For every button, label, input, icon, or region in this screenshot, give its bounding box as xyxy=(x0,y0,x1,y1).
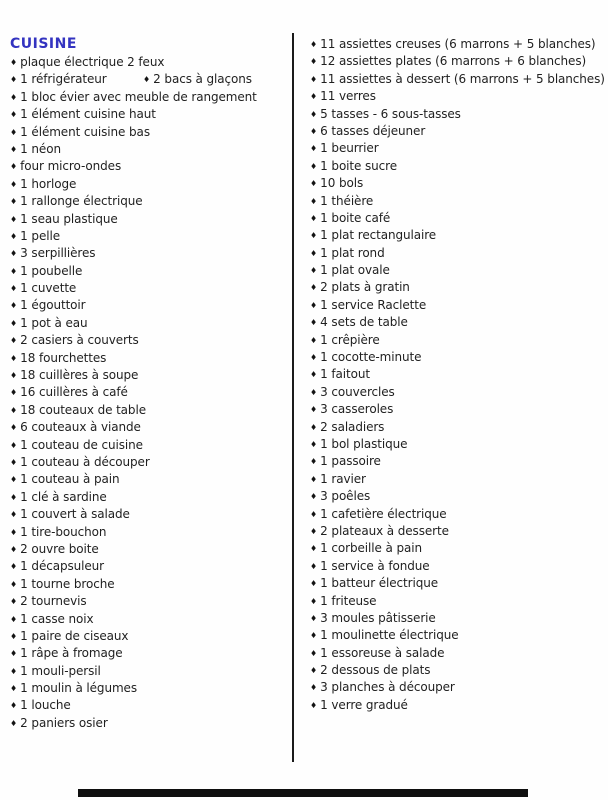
bullet-icon: ♦ xyxy=(10,197,18,207)
item-text: 3 couvercles xyxy=(320,384,395,399)
bullet-icon: ♦ xyxy=(310,596,318,606)
bullet-icon: ♦ xyxy=(10,336,18,346)
bullet-icon: ♦ xyxy=(10,388,18,398)
bullet-icon: ♦ xyxy=(10,666,18,676)
bullet-icon: ♦ xyxy=(310,266,318,276)
bullet-icon: ♦ xyxy=(10,649,18,659)
item-text: four micro-ondes xyxy=(20,159,122,174)
list-item xyxy=(310,175,606,192)
list-item xyxy=(10,471,290,488)
bullet-icon: ♦ xyxy=(310,57,318,67)
item-text: 2 bacs à glaçons xyxy=(153,72,252,87)
bullet-icon: ♦ xyxy=(10,457,18,467)
item-text: 1 couteau à découper xyxy=(20,454,150,469)
item-text: 1 cafetière électrique xyxy=(320,506,447,521)
list-item xyxy=(310,593,606,610)
bullet-icon: ♦ xyxy=(310,700,318,710)
item-text: 18 fourchettes xyxy=(20,350,107,365)
list-item xyxy=(310,158,606,175)
list-item xyxy=(10,628,290,645)
page-title: CUISINE xyxy=(10,36,77,52)
list-item xyxy=(10,680,290,697)
list-item xyxy=(310,697,606,714)
item-text: 1 boite café xyxy=(320,210,391,225)
left-column xyxy=(10,54,290,732)
list-item xyxy=(10,124,290,141)
item-text: 3 serpillières xyxy=(20,246,96,261)
right-column xyxy=(310,36,606,714)
item-text: 2 tournevis xyxy=(20,594,87,609)
item-text: 11 verres xyxy=(320,89,376,104)
scan-artifact-bar xyxy=(78,789,528,797)
bullet-icon: ♦ xyxy=(310,561,318,571)
bullet-icon: ♦ xyxy=(10,527,18,537)
list-item xyxy=(10,367,290,384)
bullet-icon: ♦ xyxy=(10,371,18,381)
item-text: 1 paire de ciseaux xyxy=(20,628,129,643)
list-item xyxy=(310,575,606,592)
list-item xyxy=(10,263,290,280)
list-item xyxy=(10,506,290,523)
item-text: 1 bloc évier avec meuble de rangement xyxy=(20,89,257,104)
bullet-icon: ♦ xyxy=(310,579,318,589)
item-text: 1 égouttoir xyxy=(20,298,86,313)
bullet-icon: ♦ xyxy=(310,544,318,554)
item-text: 1 horloge xyxy=(20,176,77,191)
list-item xyxy=(10,193,290,210)
list-item xyxy=(310,627,606,644)
bullet-icon: ♦ xyxy=(10,614,18,624)
list-item xyxy=(310,401,606,418)
list-item xyxy=(10,280,290,297)
item-text: 1 moulinette électrique xyxy=(320,628,459,643)
item-text: 1 réfrigérateur xyxy=(20,72,107,87)
item-text: 1 essoreuse à salade xyxy=(320,645,445,660)
item-text: 5 tasses - 6 sous-tasses xyxy=(320,106,461,121)
item-text: 1 tourne broche xyxy=(20,576,115,591)
bullet-icon: ♦ xyxy=(310,318,318,328)
bullet-icon: ♦ xyxy=(10,266,18,276)
item-text: 1 beurrier xyxy=(320,141,379,156)
list-item xyxy=(10,437,290,454)
list-item xyxy=(310,679,606,696)
item-text: 1 friteuse xyxy=(320,593,377,608)
bullet-icon: ♦ xyxy=(310,631,318,641)
item-text: 1 pot à eau xyxy=(20,315,88,330)
item-text: 2 casiers à couverts xyxy=(20,333,139,348)
list-item xyxy=(310,140,606,157)
bullet-icon: ♦ xyxy=(10,301,18,311)
item-text: 1 mouli-persil xyxy=(20,663,101,678)
bullet-icon: ♦ xyxy=(310,457,318,467)
bullet-icon: ♦ xyxy=(10,684,18,694)
item-text: 1 crêpière xyxy=(320,332,380,347)
item-text: 11 assiettes à dessert (6 marrons + 5 blanches) xyxy=(320,71,605,86)
item-text: 3 planches à découper xyxy=(320,680,455,695)
list-item xyxy=(310,36,606,53)
item-text: 18 couteaux de table xyxy=(20,402,146,417)
list-item xyxy=(10,524,290,541)
list-item xyxy=(10,54,290,71)
bullet-icon: ♦ xyxy=(10,562,18,572)
bullet-icon: ♦ xyxy=(10,405,18,415)
list-item xyxy=(10,106,290,123)
item-text: 1 service à fondue xyxy=(320,558,430,573)
list-item xyxy=(310,645,606,662)
list-item xyxy=(10,645,290,662)
list-item xyxy=(310,332,606,349)
item-text: 6 tasses déjeuner xyxy=(320,123,426,138)
bullet-icon: ♦ xyxy=(310,248,318,258)
item-text: 1 plat ovale xyxy=(320,263,390,278)
bullet-icon: ♦ xyxy=(310,126,318,136)
bullet-icon: ♦ xyxy=(310,370,318,380)
list-item xyxy=(10,715,290,732)
list-item xyxy=(10,611,290,628)
bullet-icon: ♦ xyxy=(10,58,18,67)
bullet-icon: ♦ xyxy=(310,335,318,345)
bullet-icon: ♦ xyxy=(10,144,18,154)
list-item xyxy=(310,384,606,401)
list-item xyxy=(10,541,290,558)
bullet-icon: ♦ xyxy=(10,179,18,189)
list-item xyxy=(310,419,606,436)
bullet-icon: ♦ xyxy=(10,162,18,172)
bullet-icon: ♦ xyxy=(10,510,18,520)
item-text: 1 couvert à salade xyxy=(20,507,130,522)
item-text: 2 plats à gratin xyxy=(320,280,410,295)
item-text: 1 rallonge électrique xyxy=(20,194,143,209)
list-item xyxy=(310,210,606,227)
bullet-icon: ♦ xyxy=(310,196,318,206)
list-item xyxy=(310,540,606,557)
list-item xyxy=(10,332,290,349)
list-item xyxy=(310,558,606,575)
item-text: 1 élément cuisine haut xyxy=(20,107,156,122)
bullet-icon: ♦ xyxy=(143,75,151,85)
bullet-icon: ♦ xyxy=(310,422,318,432)
list-item xyxy=(310,471,606,488)
item-text: 3 poêles xyxy=(320,489,371,504)
item-text: 2 plateaux à desserte xyxy=(320,523,449,538)
item-text: 3 casseroles xyxy=(320,402,394,417)
item-text: 1 décapsuleur xyxy=(20,559,105,574)
bullet-icon: ♦ xyxy=(310,92,318,102)
list-item xyxy=(310,488,606,505)
list-item xyxy=(310,314,606,331)
item-text: 1 moulin à légumes xyxy=(20,681,137,696)
bullet-icon: ♦ xyxy=(10,92,18,102)
list-item xyxy=(310,106,606,123)
list-item xyxy=(10,489,290,506)
bullet-icon: ♦ xyxy=(10,127,18,137)
bullet-icon: ♦ xyxy=(10,214,18,224)
bullet-icon: ♦ xyxy=(310,179,318,189)
bullet-icon: ♦ xyxy=(10,110,18,120)
list-item xyxy=(10,454,290,471)
item-text: 4 sets de table xyxy=(320,315,408,330)
bullet-icon: ♦ xyxy=(10,492,18,502)
item-text: 1 pelle xyxy=(20,228,60,243)
bullet-icon: ♦ xyxy=(310,161,318,171)
bullet-icon: ♦ xyxy=(310,300,318,310)
item-text: 1 couteau de cuisine xyxy=(20,437,143,452)
list-item xyxy=(310,88,606,105)
item-text: 1 seau plastique xyxy=(20,211,118,226)
bullet-icon: ♦ xyxy=(10,597,18,607)
bullet-icon: ♦ xyxy=(10,423,18,433)
item-text: 12 assiettes plates (6 marrons + 6 blanches) xyxy=(320,54,587,69)
bullet-icon: ♦ xyxy=(10,284,18,294)
item-text: 1 cuvette xyxy=(20,281,77,296)
list-item xyxy=(10,297,290,314)
list-item xyxy=(310,262,606,279)
item-text: 1 clé à sardine xyxy=(20,489,107,504)
item-text: 1 casse noix xyxy=(20,611,94,626)
list-item xyxy=(10,697,290,714)
list-item xyxy=(10,419,290,436)
bullet-icon: ♦ xyxy=(10,579,18,589)
bullet-icon: ♦ xyxy=(310,231,318,241)
item-text: 18 cuillères à soupe xyxy=(20,368,139,383)
item-text: 10 bols xyxy=(320,176,364,191)
item-text: 6 couteaux à viande xyxy=(20,420,141,435)
list-item xyxy=(310,366,606,383)
item-text: 2 dessous de plats xyxy=(320,663,431,678)
item-text: 1 ravier xyxy=(320,471,366,486)
item-text: 1 plat rectangulaire xyxy=(320,228,437,243)
bullet-icon: ♦ xyxy=(10,318,18,328)
item-text: 1 service Raclette xyxy=(320,297,427,312)
bullet-icon: ♦ xyxy=(310,666,318,676)
list-item xyxy=(310,436,606,453)
list-item xyxy=(310,123,606,140)
item-text: 16 cuillères à café xyxy=(20,385,128,400)
list-item xyxy=(10,315,290,332)
item-text: 3 moules pâtisserie xyxy=(320,610,436,625)
bullet-icon: ♦ xyxy=(10,249,18,259)
item-text: 11 assiettes creuses (6 marrons + 5 blanches) xyxy=(320,37,596,51)
list-item xyxy=(10,158,290,175)
item-text: 1 corbeille à pain xyxy=(320,541,422,556)
item-text: 1 louche xyxy=(20,698,71,713)
list-item xyxy=(310,297,606,314)
list-item xyxy=(310,71,606,88)
bullet-icon: ♦ xyxy=(310,509,318,519)
bullet-icon: ♦ xyxy=(10,75,18,85)
list-item xyxy=(10,141,290,158)
list-item xyxy=(310,662,606,679)
list-item xyxy=(10,558,290,575)
list-item xyxy=(10,384,290,401)
list-item xyxy=(10,211,290,228)
bullet-icon: ♦ xyxy=(10,544,18,554)
list-item xyxy=(310,245,606,262)
bullet-icon: ♦ xyxy=(10,631,18,641)
bullet-icon: ♦ xyxy=(10,701,18,711)
bullet-icon: ♦ xyxy=(310,109,318,119)
bullet-icon: ♦ xyxy=(10,718,18,728)
bullet-icon: ♦ xyxy=(10,440,18,450)
bullet-icon: ♦ xyxy=(310,683,318,693)
list-item xyxy=(310,193,606,210)
bullet-icon: ♦ xyxy=(10,475,18,485)
item-text: 1 râpe à fromage xyxy=(20,646,123,661)
item-text: 1 boite sucre xyxy=(320,158,398,173)
list-item xyxy=(10,350,290,367)
bullet-icon: ♦ xyxy=(310,353,318,363)
item-text: 2 saladiers xyxy=(320,419,385,434)
list-item xyxy=(310,506,606,523)
bullet-icon: ♦ xyxy=(310,213,318,223)
item-text: 1 bol plastique xyxy=(320,436,408,451)
bullet-icon: ♦ xyxy=(310,526,318,536)
list-item xyxy=(310,349,606,366)
list-item-secondary xyxy=(143,71,252,88)
item-text: plaque électrique 2 feux xyxy=(20,55,165,69)
list-item xyxy=(310,227,606,244)
list-item xyxy=(10,576,290,593)
list-item xyxy=(10,71,290,88)
list-item xyxy=(10,176,290,193)
list-item xyxy=(310,610,606,627)
item-text: 1 néon xyxy=(20,141,61,156)
list-item xyxy=(310,279,606,296)
list-item xyxy=(310,453,606,470)
item-text: 1 couteau à pain xyxy=(20,472,120,487)
item-text: 1 poubelle xyxy=(20,263,83,278)
bullet-icon: ♦ xyxy=(310,74,318,84)
list-item xyxy=(10,228,290,245)
list-item xyxy=(10,593,290,610)
bullet-icon: ♦ xyxy=(310,40,318,49)
bullet-icon: ♦ xyxy=(310,613,318,623)
item-text: 1 plat rond xyxy=(320,245,385,260)
bullet-icon: ♦ xyxy=(10,231,18,241)
item-text: 1 tire-bouchon xyxy=(20,524,107,539)
list-item xyxy=(10,402,290,419)
list-item xyxy=(10,663,290,680)
column-divider-line xyxy=(292,33,294,762)
item-text: 1 faitout xyxy=(320,367,370,382)
item-text: 1 batteur électrique xyxy=(320,576,439,591)
item-text: 2 paniers osier xyxy=(20,715,108,730)
bullet-icon: ♦ xyxy=(10,353,18,363)
bullet-icon: ♦ xyxy=(310,387,318,397)
list-item xyxy=(310,523,606,540)
bullet-icon: ♦ xyxy=(310,439,318,449)
bullet-icon: ♦ xyxy=(310,474,318,484)
item-text: 1 cocotte-minute xyxy=(320,350,422,365)
bullet-icon: ♦ xyxy=(310,648,318,658)
list-item xyxy=(310,53,606,70)
list-item xyxy=(10,89,290,106)
bullet-icon: ♦ xyxy=(310,405,318,415)
list-item xyxy=(10,245,290,262)
bullet-icon: ♦ xyxy=(310,492,318,502)
item-text: 1 élément cuisine bas xyxy=(20,124,150,139)
bullet-icon: ♦ xyxy=(310,144,318,154)
item-text: 1 passoire xyxy=(320,454,381,469)
item-text: 1 verre gradué xyxy=(320,697,408,712)
item-text: 2 ouvre boite xyxy=(20,541,99,556)
bullet-icon: ♦ xyxy=(310,283,318,293)
item-text: 1 théière xyxy=(320,193,374,208)
